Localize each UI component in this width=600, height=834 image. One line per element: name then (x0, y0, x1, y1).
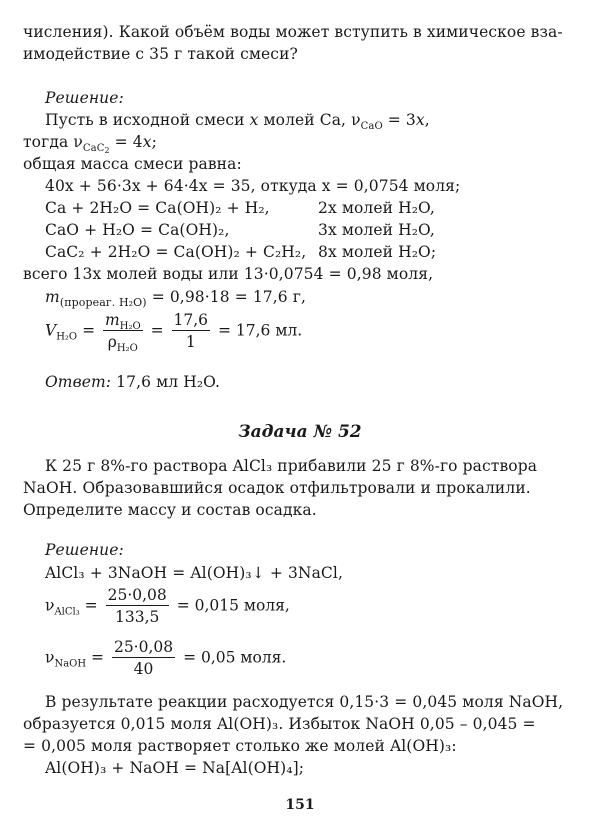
subscript: 2 (104, 146, 110, 155)
result: = 0,05 моля. (183, 648, 287, 667)
var-x: x (415, 111, 425, 129)
fraction (172, 310, 211, 353)
fraction (106, 585, 169, 628)
var-v: V (45, 321, 57, 340)
subscript: NaOH (54, 658, 87, 670)
subscript: (прореаг. H₂O) (59, 296, 147, 309)
reaction-row (45, 198, 435, 218)
solution-volume-water (45, 310, 302, 353)
problem-title: Задача № 52 (238, 422, 362, 442)
var-nu: ν (45, 596, 55, 615)
denominator: 1 (172, 330, 211, 353)
result-paragraph-line: образуется 0,015 моля Al(OH)₃. Избыток NaOH 0,05 – 0,045 = (23, 715, 536, 733)
denominator (103, 330, 143, 353)
text: = 0,98·18 = 17,6 г, (146, 288, 307, 306)
reaction-water: 3x молей H₂O, (318, 221, 435, 239)
subscript (83, 143, 110, 154)
reaction-row (45, 242, 437, 262)
solution-line-let (45, 110, 430, 130)
answer-label: Ответ: (45, 373, 112, 391)
final-reaction: Al(OH)₃ + NaOH = Na[Al(OH)₄]; (45, 759, 305, 777)
var-rho: ρ (107, 333, 117, 351)
text: тогда ν (23, 133, 83, 151)
nu-naoh-calc (45, 637, 286, 680)
problem-text-line: Определите массу и состав осадка. (23, 501, 317, 519)
numerator: 25·0,08 (107, 586, 167, 604)
solution-line-then (23, 132, 157, 155)
answer-value: 17,6 мл H₂O. (111, 373, 221, 391)
result-paragraph-line: В результате реакции расходуется 0,15·3 = 0,045 моля NaOH, (45, 693, 564, 711)
var-m: m (45, 288, 60, 306)
subscript: AlCl₃ (54, 606, 80, 618)
solution-heading: Решение: (45, 541, 124, 559)
var-nu: ν (45, 648, 55, 667)
solution-total-water: всего 13x молей воды или 13·0,0754 = 0,98 моля, (23, 265, 434, 283)
text: = 3 (382, 111, 416, 129)
reaction-water: 2x молей H₂O, (318, 199, 435, 217)
var-m: m (105, 311, 120, 329)
reaction-equation: AlCl₃ + 3NaOH = Al(OH)₃↓ + 3NaCl, (45, 564, 343, 582)
text: молей Ca, ν (258, 111, 361, 129)
solution-mass-water (45, 287, 306, 307)
denominator: 40 (112, 657, 175, 680)
equals: = (91, 648, 105, 667)
reaction-equation: Ca + 2H₂O = Ca(OH)₂ + H₂, (45, 199, 270, 217)
fraction (103, 310, 143, 353)
numerator (103, 310, 143, 330)
denominator: 133,5 (106, 605, 169, 628)
page-number: 151 (285, 797, 315, 813)
solution-equation-mass: 40x + 56·3x + 64·4x = 35, откуда x = 0,0754 моля; (45, 177, 461, 195)
text: ; (151, 133, 157, 151)
subscript: H₂O (116, 343, 138, 354)
text: , (424, 111, 430, 129)
intro-line-1: числения). Какой объём воды может вступить в химическое вза- (23, 23, 563, 41)
var-x: x (249, 111, 259, 129)
fraction (112, 637, 175, 680)
subscript: CaO (360, 121, 383, 132)
reaction-water: 8x молей H₂O; (318, 243, 437, 261)
reaction-row (45, 220, 435, 240)
reaction-equation: CaO + H₂O = Ca(OH)₂, (45, 221, 230, 239)
problem-text-line: NaOH. Образовавшийся осадок отфильтровали и прокалили. (23, 479, 531, 497)
result: = 17,6 мл. (217, 321, 303, 340)
numerator: 17,6 (173, 311, 209, 329)
numerator: 25·0,08 (113, 638, 174, 656)
equals: = (82, 321, 96, 340)
result: = 0,015 моля, (176, 596, 290, 615)
subscript: H₂O (56, 331, 78, 343)
text: = 4 (109, 133, 143, 151)
result-paragraph-line: = 0,005 моля растворяет столько же молей Al(OH)₃: (23, 737, 457, 755)
equals: = (84, 596, 98, 615)
text: CaC (82, 143, 105, 154)
answer-line (45, 372, 220, 392)
subscript: H₂O (119, 321, 141, 332)
problem-text-line: К 25 г 8%-го раствора AlCl₃ прибавили 25 г 8%-го раствора (45, 457, 538, 475)
equals: = (150, 321, 164, 340)
nu-alcl3-calc (45, 585, 290, 628)
solution-line-total-mass: общая масса смеси равна: (23, 155, 242, 173)
var-x: x (142, 133, 152, 151)
intro-line-2: имодействие с 35 г такой смеси? (23, 45, 298, 63)
reaction-equation: CaC₂ + 2H₂O = Ca(OH)₂ + C₂H₂, (45, 243, 307, 261)
solution-heading: Решение: (45, 89, 124, 107)
text: Пусть в исходной смеси (45, 111, 250, 129)
